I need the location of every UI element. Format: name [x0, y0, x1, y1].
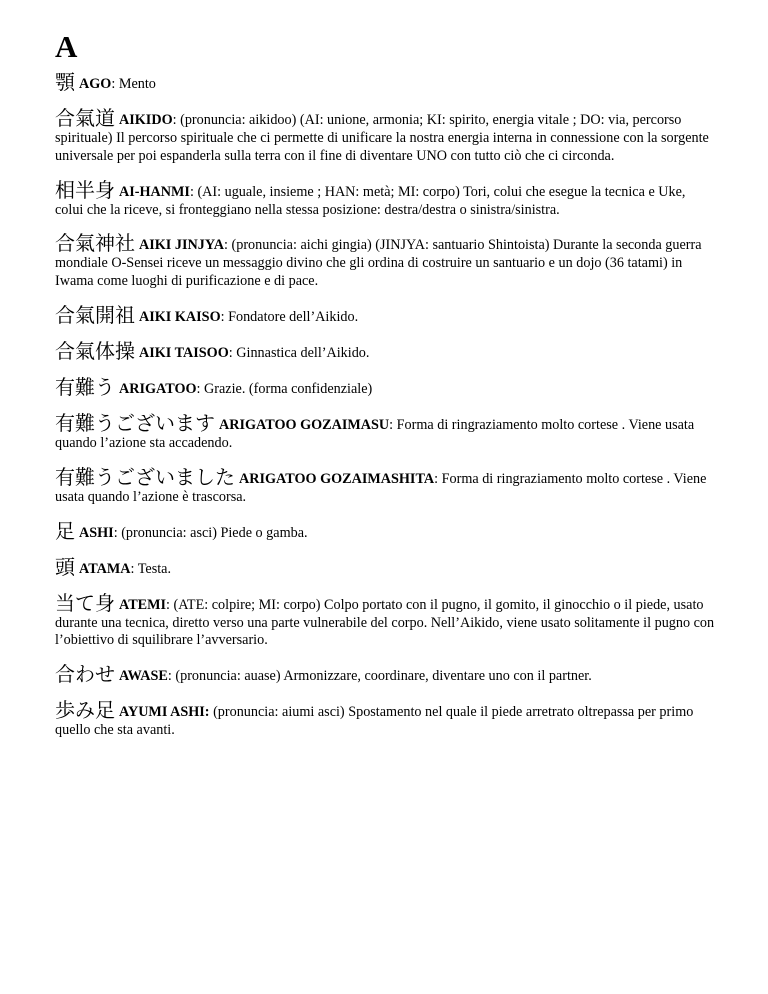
entry-definition: Testa.	[137, 560, 172, 577]
entry-kanji: 合わせ	[55, 662, 115, 687]
entry-kanji: 合氣体操	[55, 338, 135, 363]
entry-kanji: 頭	[55, 554, 75, 579]
entry-definition: (pronuncia: aiumi asci) Spostamento nel quale il piede arretrato oltrepassa per primo quello che sta avanti.	[55, 704, 694, 739]
glossary-entry-ayumi-ashi	[55, 698, 715, 740]
entry-kanji: 合氣神社	[55, 231, 135, 256]
entry-definition: Ginnastica dell’Aikido.	[236, 344, 370, 361]
entry-term: AYUMI ASHI:	[119, 704, 210, 721]
glossary-entry-aikido	[55, 106, 715, 166]
entry-definition: (ATE: colpire; MI: corpo) Colpo portato con il pugno, il gomito, il ginocchio o il piede, usato durante una tecnica, diretto verso una parte vulnerabile del corpo. Nell’Aikido, viene usato solitamente il pugno con l’obiettivo di squilibrare l’avversario.	[55, 596, 715, 649]
glossary-entry-awase	[55, 662, 715, 686]
entry-separator: :	[167, 668, 172, 685]
entry-separator: :	[220, 308, 225, 325]
entry-kanji: 当て身	[55, 590, 115, 615]
entry-term: AIKI TAISOO	[139, 344, 229, 361]
entry-definition: (pronuncia: aikidoo) (AI: unione, armonia; KI: spirito, energia vitale ; DO: via, percorso spirituale) Il percorso spirituale che ci permette di unificare la nostra energia interna in connessione con la sorgente universale per poi espanderla sulla terra con il fine di diventare UNO con tutto ciò che ci circonda.	[55, 112, 709, 164]
entry-kanji: 合氣開祖	[55, 302, 135, 327]
entry-term: AIKI KAISO	[139, 308, 221, 325]
entry-kanji: 有難う	[55, 374, 115, 399]
glossary-entry-ashi	[55, 519, 715, 543]
entry-definition: Grazie. (forma confidenziale)	[204, 380, 373, 397]
entry-separator: :	[224, 237, 228, 254]
entry-definition: Mento	[118, 76, 156, 92]
entry-separator: :	[113, 524, 118, 541]
entry-separator: :	[196, 380, 201, 397]
entry-definition: Forma di ringraziamento molto cortese . Viene usata quando l’azione sta accadendo.	[55, 416, 695, 451]
section-letter-heading: A	[55, 29, 78, 64]
glossary-entry-arigatoo-gozaimasu	[55, 411, 715, 453]
entry-separator: :	[434, 470, 439, 487]
entry-separator: :	[228, 344, 233, 361]
glossary-entry-atama	[55, 555, 715, 579]
entry-term: ARIGATOO	[119, 380, 197, 397]
glossary-entry-ai-hanmi	[55, 178, 715, 220]
entry-kanji: 相半身	[55, 177, 115, 202]
glossary-entry-aiki-jinjya	[55, 231, 715, 291]
glossary-entry-atemi	[55, 591, 715, 651]
entry-definition: Forma di ringraziamento molto cortese . Viene usata quando l’azione è trascorsa.	[55, 470, 707, 505]
entry-kanji: 歩み足	[55, 698, 115, 723]
entry-definition: (pronuncia: auase) Armonizzare, coordinare, diventare uno con il partner.	[175, 668, 592, 685]
entry-definition: (pronuncia: asci) Piede o gamba.	[121, 524, 308, 541]
entry-term: ATEMI	[119, 596, 167, 613]
entry-separator: :	[111, 76, 116, 92]
glossary-entry-aiki-kaiso	[55, 303, 715, 327]
entry-term: AIKIDO	[119, 112, 173, 128]
entry-kanji: 顎	[55, 70, 75, 94]
entry-term: ARIGATOO GOZAIMASHITA	[239, 470, 435, 487]
entry-kanji: 有難うございます	[55, 410, 215, 435]
entry-definition: (pronuncia: aichi gingia) (JINJYA: santuario Shintoista) Durante la seconda guerra mondiale O-Sensei riceve un messaggio divino che gli ordina di costruire un santuario e un dojo (36 tatami) in Iwama come luoghi di purificazione e di pace.	[55, 237, 702, 290]
entry-term: AGO	[79, 76, 112, 92]
glossary-entry-ago	[55, 70, 715, 94]
entry-definition: Fondatore dell’Aikido.	[228, 308, 359, 325]
entry-kanji: 有難うございました	[55, 464, 235, 489]
entry-definition: (AI: uguale, insieme ; HAN: metà; MI: corpo) Tori, colui che esegue la tecnica e Uke, colui che la riceve, si fronteggiano nella stessa posizione: destra/destra o sinistra/sinistra.	[55, 183, 686, 218]
entry-separator: :	[189, 183, 194, 200]
entry-term: AI-HANMI	[119, 183, 190, 200]
entry-term: AWASE	[119, 668, 168, 685]
entry-separator: :	[172, 112, 177, 128]
entry-separator: :	[166, 596, 170, 613]
entry-term: AIKI JINJYA	[139, 237, 225, 254]
entry-kanji: 足	[55, 518, 75, 543]
glossary-entry-arigatoo-gozaimashita	[55, 465, 715, 507]
entry-kanji: 合氣道	[55, 106, 115, 130]
entry-separator: :	[389, 416, 394, 433]
entry-separator: :	[130, 560, 135, 577]
entry-term: ATAMA	[79, 560, 131, 577]
glossary-entry-aiki-taisoo	[55, 339, 715, 363]
glossary-entry-arigatoo	[55, 375, 715, 399]
entry-term: ASHI	[79, 524, 114, 541]
glossary-page	[55, 30, 715, 752]
entry-term: ARIGATOO GOZAIMASU	[219, 416, 390, 433]
